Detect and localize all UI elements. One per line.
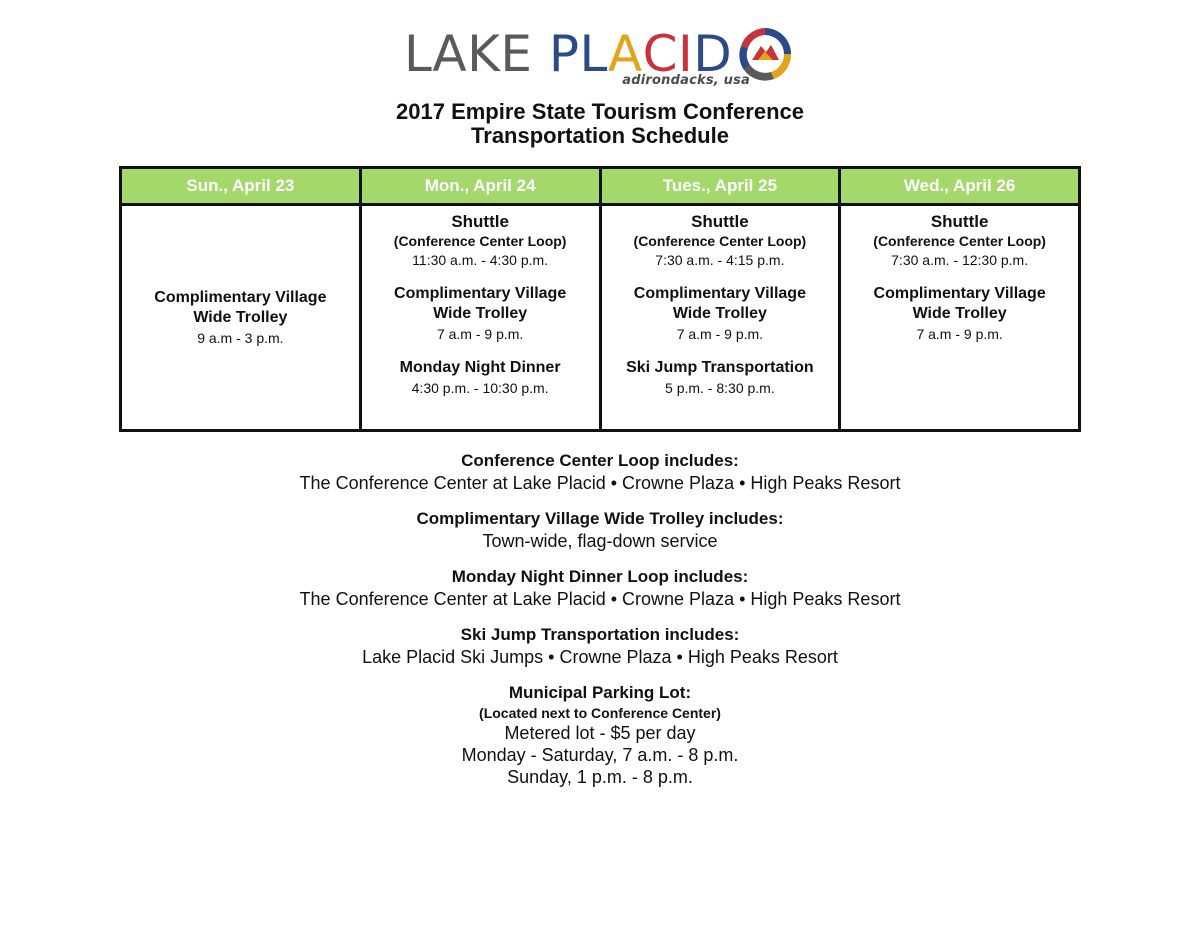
service-time: 5 p.m. - 8:30 p.m. xyxy=(665,380,775,396)
service-entry xyxy=(606,284,835,344)
service-time: 11:30 a.m. - 4:30 p.m. xyxy=(412,252,549,268)
service-time: 4:30 p.m. - 10:30 p.m. xyxy=(411,380,549,396)
service-time: 7 a.m - 9 p.m. xyxy=(436,326,524,342)
info-line: The Conference Center at Lake Placid • Crowne Plaza • High Peaks Resort xyxy=(299,473,901,493)
info-heading: Municipal Parking Lot: xyxy=(508,683,692,702)
lake-placid-logo xyxy=(0,24,1200,92)
service-name-line: Wide Trolley xyxy=(912,305,1007,322)
info-heading: Complimentary Village Wide Trolley includes: xyxy=(416,509,784,528)
service-name: Monday Night Dinner xyxy=(399,359,561,376)
service-name-line: Wide Trolley xyxy=(433,305,528,322)
service-entry xyxy=(126,288,355,348)
service-time: 7:30 a.m. - 12:30 p.m. xyxy=(891,252,1029,268)
info-conference-center-loop xyxy=(0,450,1200,494)
service-time: 7 a.m - 9 p.m. xyxy=(916,326,1003,342)
info-village-trolley xyxy=(0,508,1200,552)
table-row xyxy=(121,205,1080,431)
info-monday-dinner-loop xyxy=(0,566,1200,610)
info-ski-jump-transportation xyxy=(0,624,1200,668)
service-entry xyxy=(606,212,835,270)
info-note: (Located next to Conference Center) xyxy=(479,705,721,721)
service-name xyxy=(845,284,1074,324)
service-entry xyxy=(845,212,1074,270)
info-heading: Monday Night Dinner Loop includes: xyxy=(451,567,749,586)
logo-tagline: adirondacks, usa xyxy=(622,73,750,88)
info-line: Town-wide, flag-down service xyxy=(482,531,718,551)
swirl-logo-icon xyxy=(734,24,796,84)
service-time: 7:30 a.m. - 4:15 p.m. xyxy=(655,252,785,268)
service-name: Shuttle xyxy=(691,212,749,231)
service-name-line: Complimentary Village xyxy=(394,285,567,302)
service-time: 9 a.m - 3 p.m. xyxy=(197,329,284,346)
day-cell-wednesday xyxy=(840,205,1080,431)
logo-letter: L xyxy=(579,25,608,83)
info-line: Metered lot - $5 per day xyxy=(504,723,696,743)
service-note: (Conference Center Loop) xyxy=(633,233,807,249)
info-municipal-parking xyxy=(0,682,1200,788)
info-heading: Conference Center Loop includes: xyxy=(461,451,739,470)
page-subtitle: Transportation Schedule xyxy=(471,123,729,148)
day-header: Sun., April 23 xyxy=(121,168,361,205)
logo-letter: D xyxy=(693,25,733,83)
service-note: (Conference Center Loop) xyxy=(393,233,567,249)
logo-letter: P xyxy=(548,25,580,83)
logo-letter: E xyxy=(500,25,533,83)
service-name xyxy=(366,284,595,324)
info-line: Lake Placid Ski Jumps • Crowne Plaza • High Peaks Resort xyxy=(362,647,838,667)
service-name: Ski Jump Transportation xyxy=(626,359,814,376)
page-title: 2017 Empire State Tourism Conference xyxy=(396,99,804,124)
service-entry xyxy=(366,212,595,270)
table-header-row xyxy=(121,168,1080,205)
day-header: Wed., April 26 xyxy=(840,168,1080,205)
info-line: Monday - Saturday, 7 a.m. - 8 p.m. xyxy=(461,745,739,765)
logo-letter: L xyxy=(404,25,433,83)
logo-letter: A xyxy=(607,25,643,83)
logo-letter: A xyxy=(432,25,468,83)
service-name: Shuttle xyxy=(930,212,989,231)
day-header: Mon., April 24 xyxy=(360,168,600,205)
info-heading: Ski Jump Transportation includes: xyxy=(460,625,740,644)
service-entry xyxy=(845,284,1074,344)
service-name xyxy=(606,284,835,324)
day-header: Tues., April 25 xyxy=(600,168,840,205)
day-cell-sunday xyxy=(121,205,361,431)
day-cell-monday xyxy=(360,205,600,431)
service-name: Shuttle xyxy=(451,212,509,231)
service-note: (Conference Center Loop) xyxy=(873,233,1046,249)
info-line: The Conference Center at Lake Placid • Crowne Plaza • High Peaks Resort xyxy=(299,589,901,609)
service-entry xyxy=(366,284,595,344)
logo-letter: C xyxy=(642,25,679,83)
logo-letter: K xyxy=(467,25,501,83)
service-name-line: Complimentary Village xyxy=(873,285,1046,302)
service-name-line: Complimentary Village xyxy=(633,285,806,302)
day-cell-tuesday xyxy=(600,205,840,431)
service-time: 7 a.m - 9 p.m. xyxy=(676,326,764,342)
service-name-line: Complimentary Village xyxy=(154,288,327,306)
service-name-line: Wide Trolley xyxy=(193,308,288,326)
logo-letter: I xyxy=(678,25,694,83)
route-info-section xyxy=(0,450,1200,802)
info-line: Sunday, 1 p.m. - 8 p.m. xyxy=(507,767,693,787)
service-entry xyxy=(606,358,835,398)
transportation-schedule-table xyxy=(119,166,1081,432)
service-entry xyxy=(366,358,595,398)
service-name-line: Wide Trolley xyxy=(672,305,767,322)
logo-letter-space xyxy=(532,26,548,82)
service-name xyxy=(126,288,355,328)
